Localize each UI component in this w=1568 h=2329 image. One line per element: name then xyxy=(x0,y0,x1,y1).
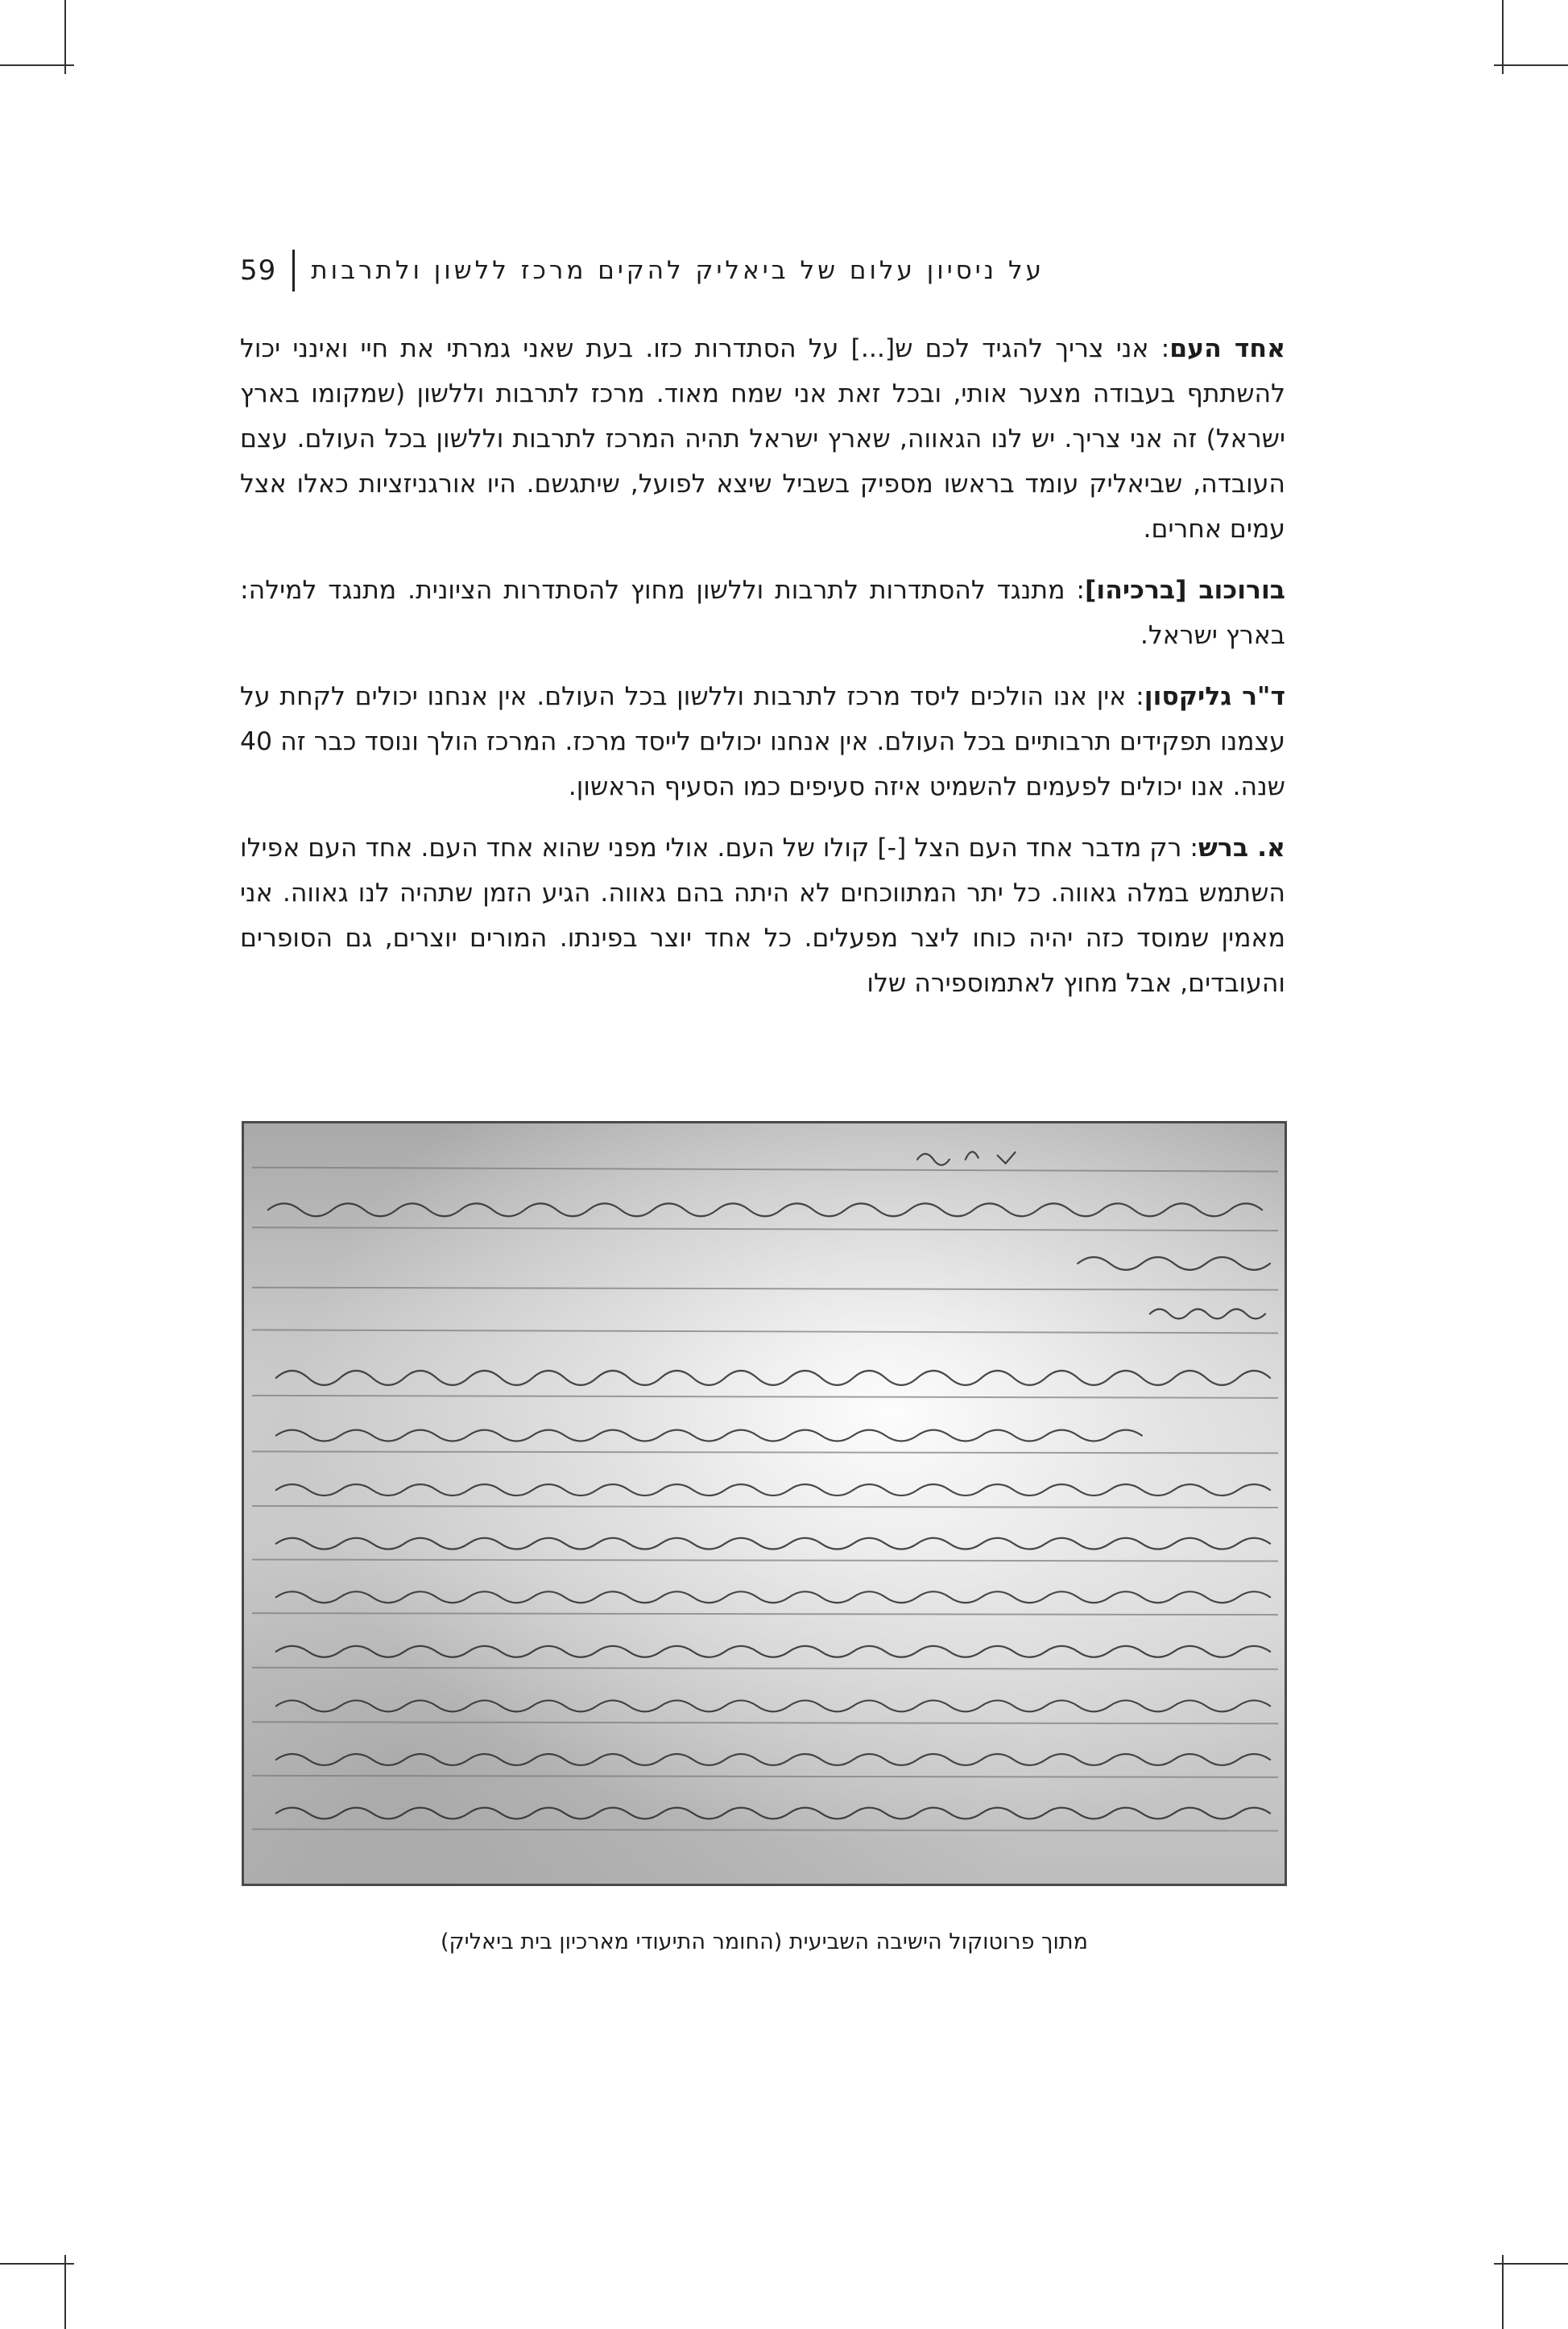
running-title: על ניסיון עלום של ביאליק להקים מרכז ללשון ולתרבות xyxy=(311,256,1045,285)
handwritten-protocol-image xyxy=(242,1121,1287,1886)
crop-mark xyxy=(0,2263,74,2265)
paragraph-text: : אין אנו הולכים ליסד מרכז לתרבות וללשון בכל העולם. אין אנחנו יכולים לקחת על עצמנו תפקידים תרבותיים בכל העולם. אין אנחנו יכולים לייסד מרכז. המרכז הולך ונוסד כבר זה 40 שנה. אנו יכולים לפעמים להשמיט איזה סעיפים כמו הסעיף הראשון. xyxy=(240,682,1285,801)
running-header xyxy=(240,246,1055,295)
paragraph-text: : מתנגד להסתדרות לתרבות וללשון מחוץ להסתדרות הציונית. מתנגד למילה: בארץ ישראל. xyxy=(240,576,1285,650)
paragraph-text: : רק מדבר אחד העם הצל [-] קולו של העם. אולי מפני שהוא אחד העם. אחד העם אפילו השתמש במלה גאווה. כל יתר המתווכחים לא היתה בהם גאווה. הגיע הזמן שתהיה לנו גאווה. אני מאמין שמוסד כזה יהיה כוחו ליצר מפעלים. כל אחד יוצר בפינתו. המורים יוצרים, גם הסופרים והעובדים, אבל מחוץ לאתמוספירה שלו xyxy=(240,834,1285,998)
speaker-name: ד"ר גליקסון xyxy=(1144,682,1285,711)
paragraph xyxy=(240,326,1285,552)
crop-mark xyxy=(1502,2255,1504,2329)
page-number: 59 xyxy=(240,254,277,287)
paragraph xyxy=(240,568,1285,658)
crop-mark xyxy=(1502,0,1504,74)
crop-mark xyxy=(0,64,74,66)
paragraph xyxy=(240,825,1285,1006)
speaker-name: א. ברש xyxy=(1198,834,1285,863)
crop-mark xyxy=(64,0,66,74)
paragraph-text: : אני צריך להגיד לכם ש[...] על הסתדרות כזו. בעת שאני גמרתי את חיי ואינני יכול להשתתף בעבודה מצער אותי, ובכל זאת אני שמח מאוד. מרכז לתרבות וללשון (שמקומו בארץ ישראל) זה אני צריך. יש לנו הגאווה, שארץ ישראל תהיה המרכז לתרבות וללשון בכל העולם. עצם העובדה, שביאליק עומד בראשו מספיק בשביל שיצא לפועל, שיתגשם. היו אורגניזציות כאלו אצל עמים אחרים. xyxy=(240,334,1285,544)
paragraph xyxy=(240,674,1285,809)
crop-mark xyxy=(1494,2263,1568,2265)
body-text xyxy=(240,326,1285,1022)
speaker-name: בורוכוב [ברכיהו] xyxy=(1084,576,1286,605)
header-divider xyxy=(292,250,295,292)
figure-caption: מתוך פרוטוקול הישיבה השביעית (החומר התיעודי מארכיון בית ביאליק) xyxy=(440,1930,1088,1955)
speaker-name: אחד העם xyxy=(1169,334,1285,363)
crop-mark xyxy=(64,2255,66,2329)
crop-mark xyxy=(1494,64,1568,66)
handwriting-scan xyxy=(244,1123,1285,1884)
